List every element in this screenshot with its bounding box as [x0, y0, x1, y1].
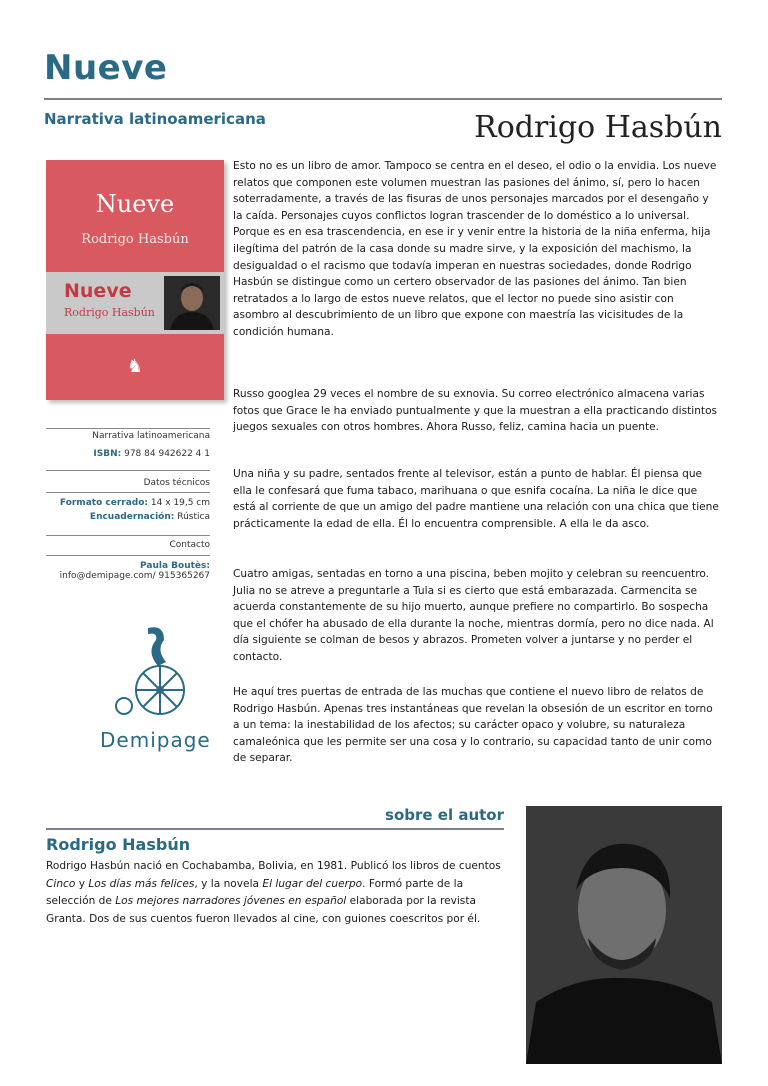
- meta-divider: [46, 492, 210, 493]
- meta-isbn: [46, 449, 210, 459]
- binding-value: Rústica: [177, 512, 210, 522]
- synopsis-paragraph: [233, 566, 719, 666]
- meta-collection: Narrativa latinoamericana: [92, 431, 210, 441]
- contact-label: Paula Boutès:: [140, 561, 210, 571]
- synopsis-paragraph: [233, 466, 719, 532]
- cover-title: Nueve: [95, 190, 175, 218]
- about-author-name: Rodrigo Hasbún: [46, 835, 191, 854]
- synopsis-text: Russo googlea 29 veces el nombre de su exnovia. Su correo electrónico almacena varias fotos que Grace le ha enviado puntualmente y que la muestran a ella practicando distintos juegos sexuales con otros hombres. Ahora Russo, feliz, camina hacia un puente.: [233, 388, 718, 434]
- bio-text: . Formó parte de la selección de: [46, 877, 464, 907]
- bio-text: elaborada por la revista Granta. Dos de sus cuentos fueron llevados al cine, con guiones coescritos por él.: [46, 895, 481, 925]
- synopsis-paragraph: [233, 684, 719, 767]
- bio-book-title: Cinco: [46, 877, 76, 890]
- isbn-label: ISBN:: [93, 449, 122, 459]
- isbn-value: 978 84 942622 4 1: [124, 449, 210, 459]
- meta-format: [46, 498, 210, 508]
- bio-text: y: [75, 877, 89, 890]
- about-heading: sobre el autor: [385, 806, 504, 824]
- synopsis-paragraph: [233, 158, 719, 341]
- contact-value: info@demipage.com/ 915365267: [59, 571, 210, 581]
- bio-book-title: Los mejores narradores jóvenes en español: [115, 895, 347, 907]
- meta-contact: [46, 561, 210, 581]
- bio-text: , y la novela: [194, 877, 263, 890]
- format-value: 14 x 19,5 cm: [150, 498, 210, 508]
- author-photo: [526, 806, 722, 1064]
- book-cover: [46, 160, 224, 400]
- page-title: Nueve: [44, 48, 168, 88]
- meta-binding: [46, 512, 210, 522]
- meta-divider: [46, 470, 210, 471]
- meta-contact-heading: Contacto: [169, 540, 210, 550]
- author-heading: Rodrigo Hasbún: [474, 110, 722, 145]
- synopsis-text: Una niña y su padre, sentados frente al televisor, están a punto de hablar. Él piensa que ella le confesará que fuma tabaco, marihuana o que esnifa cocaína. La niña le dice que está al corriente de que un amigo del padre mantiene una relación con una chica que tiene prácticamente la edad de ella. Él lo encuentra comprensible. A ella le da asco.: [233, 468, 719, 530]
- synopsis-text: Esto no es un libro de amor. Tampoco se centra en el deseo, el odio o la envidia. Los nueve relatos que componen este volumen muestran las pasiones del ánimo, sí, pero lo hacen soterradamente, a través de las fisuras de unos personajes marcados por el desengaño y la caída. Personajes cuyos conflictos logran trascender de lo doméstico a lo universal. Porque es en esa trascendencia, en ese ir y venir entre la historia de la niña enferma, hija ilegítima del patrón de la casa donde su madre sirve, y la exposición del machismo, la desigualdad o el racismo que todavía imperan en nuestras sociedades, donde Rodrigo Hasbún se distingue como un certero observador de las pasiones del ánimo. Tan bien retratados a lo largo de estos nueve relatos, que el lector no puede sino asistir con asombro al descubrimiento de un libro que expone con maestría las vicisitudes de la condición humana.: [233, 160, 717, 338]
- meta-tech-heading: Datos técnicos: [143, 478, 210, 488]
- meta-divider: [46, 535, 210, 536]
- cover-publisher-icon: ♞: [126, 356, 144, 377]
- cover-author: Rodrigo Hasbún: [81, 232, 189, 247]
- bio-book-title: El lugar del cuerpo: [262, 877, 363, 890]
- cover-band: [46, 272, 224, 334]
- bio-book-title: Los días más felices: [88, 877, 195, 890]
- cover-band-title: Nueve: [64, 280, 132, 302]
- about-divider: [46, 828, 504, 830]
- meta-divider: [46, 428, 210, 429]
- bio-text: Rodrigo Hasbún nació en Cochabamba, Bolivia, en 1981. Publicó los libros de cuentos: [46, 860, 501, 872]
- synopsis-paragraph: [233, 386, 719, 436]
- collection-subtitle: Narrativa latinoamericana: [44, 110, 266, 128]
- cover-band-author: Rodrigo Hasbún: [64, 306, 155, 319]
- header-divider: [44, 98, 722, 100]
- publisher-name: Demipage: [100, 728, 211, 752]
- cover-author-photo: [164, 276, 220, 330]
- format-label: Formato cerrado:: [59, 498, 148, 508]
- binding-label: Encuadernación:: [89, 512, 175, 522]
- meta-divider: [46, 555, 210, 556]
- synopsis-text: He aquí tres puertas de entrada de las muchas que contiene el nuevo libro de relatos de Rodrigo Hasbún. Apenas tres instantáneas que revelan la obsesión de un escritor en torno a un tema: la inestabilidad de los afectos; su carácter opaco y volubre, su naturaleza camaleónica que les permite ser una cosa y lo contrario, su capacidad tanto de unir como de separar.: [233, 686, 713, 765]
- about-bio: [46, 858, 506, 928]
- synopsis-text: Cuatro amigas, sentadas en torno a una piscina, beben mojito y celebran su reencuentro. Julia no se atreve a preguntarle a Tula si es cierto que está embarazada. Carmencita se acuerda constantemente de su hijo muerto, aunque prefiere no compartirlo. Bo sospecha que el chófer ha abusado de ella durante la noche, mientras dormía, pero no dice nada. Al día siguiente se colman de besos y abrazos. Prometen volver a juntarse y no perder el contacto.: [233, 568, 714, 663]
